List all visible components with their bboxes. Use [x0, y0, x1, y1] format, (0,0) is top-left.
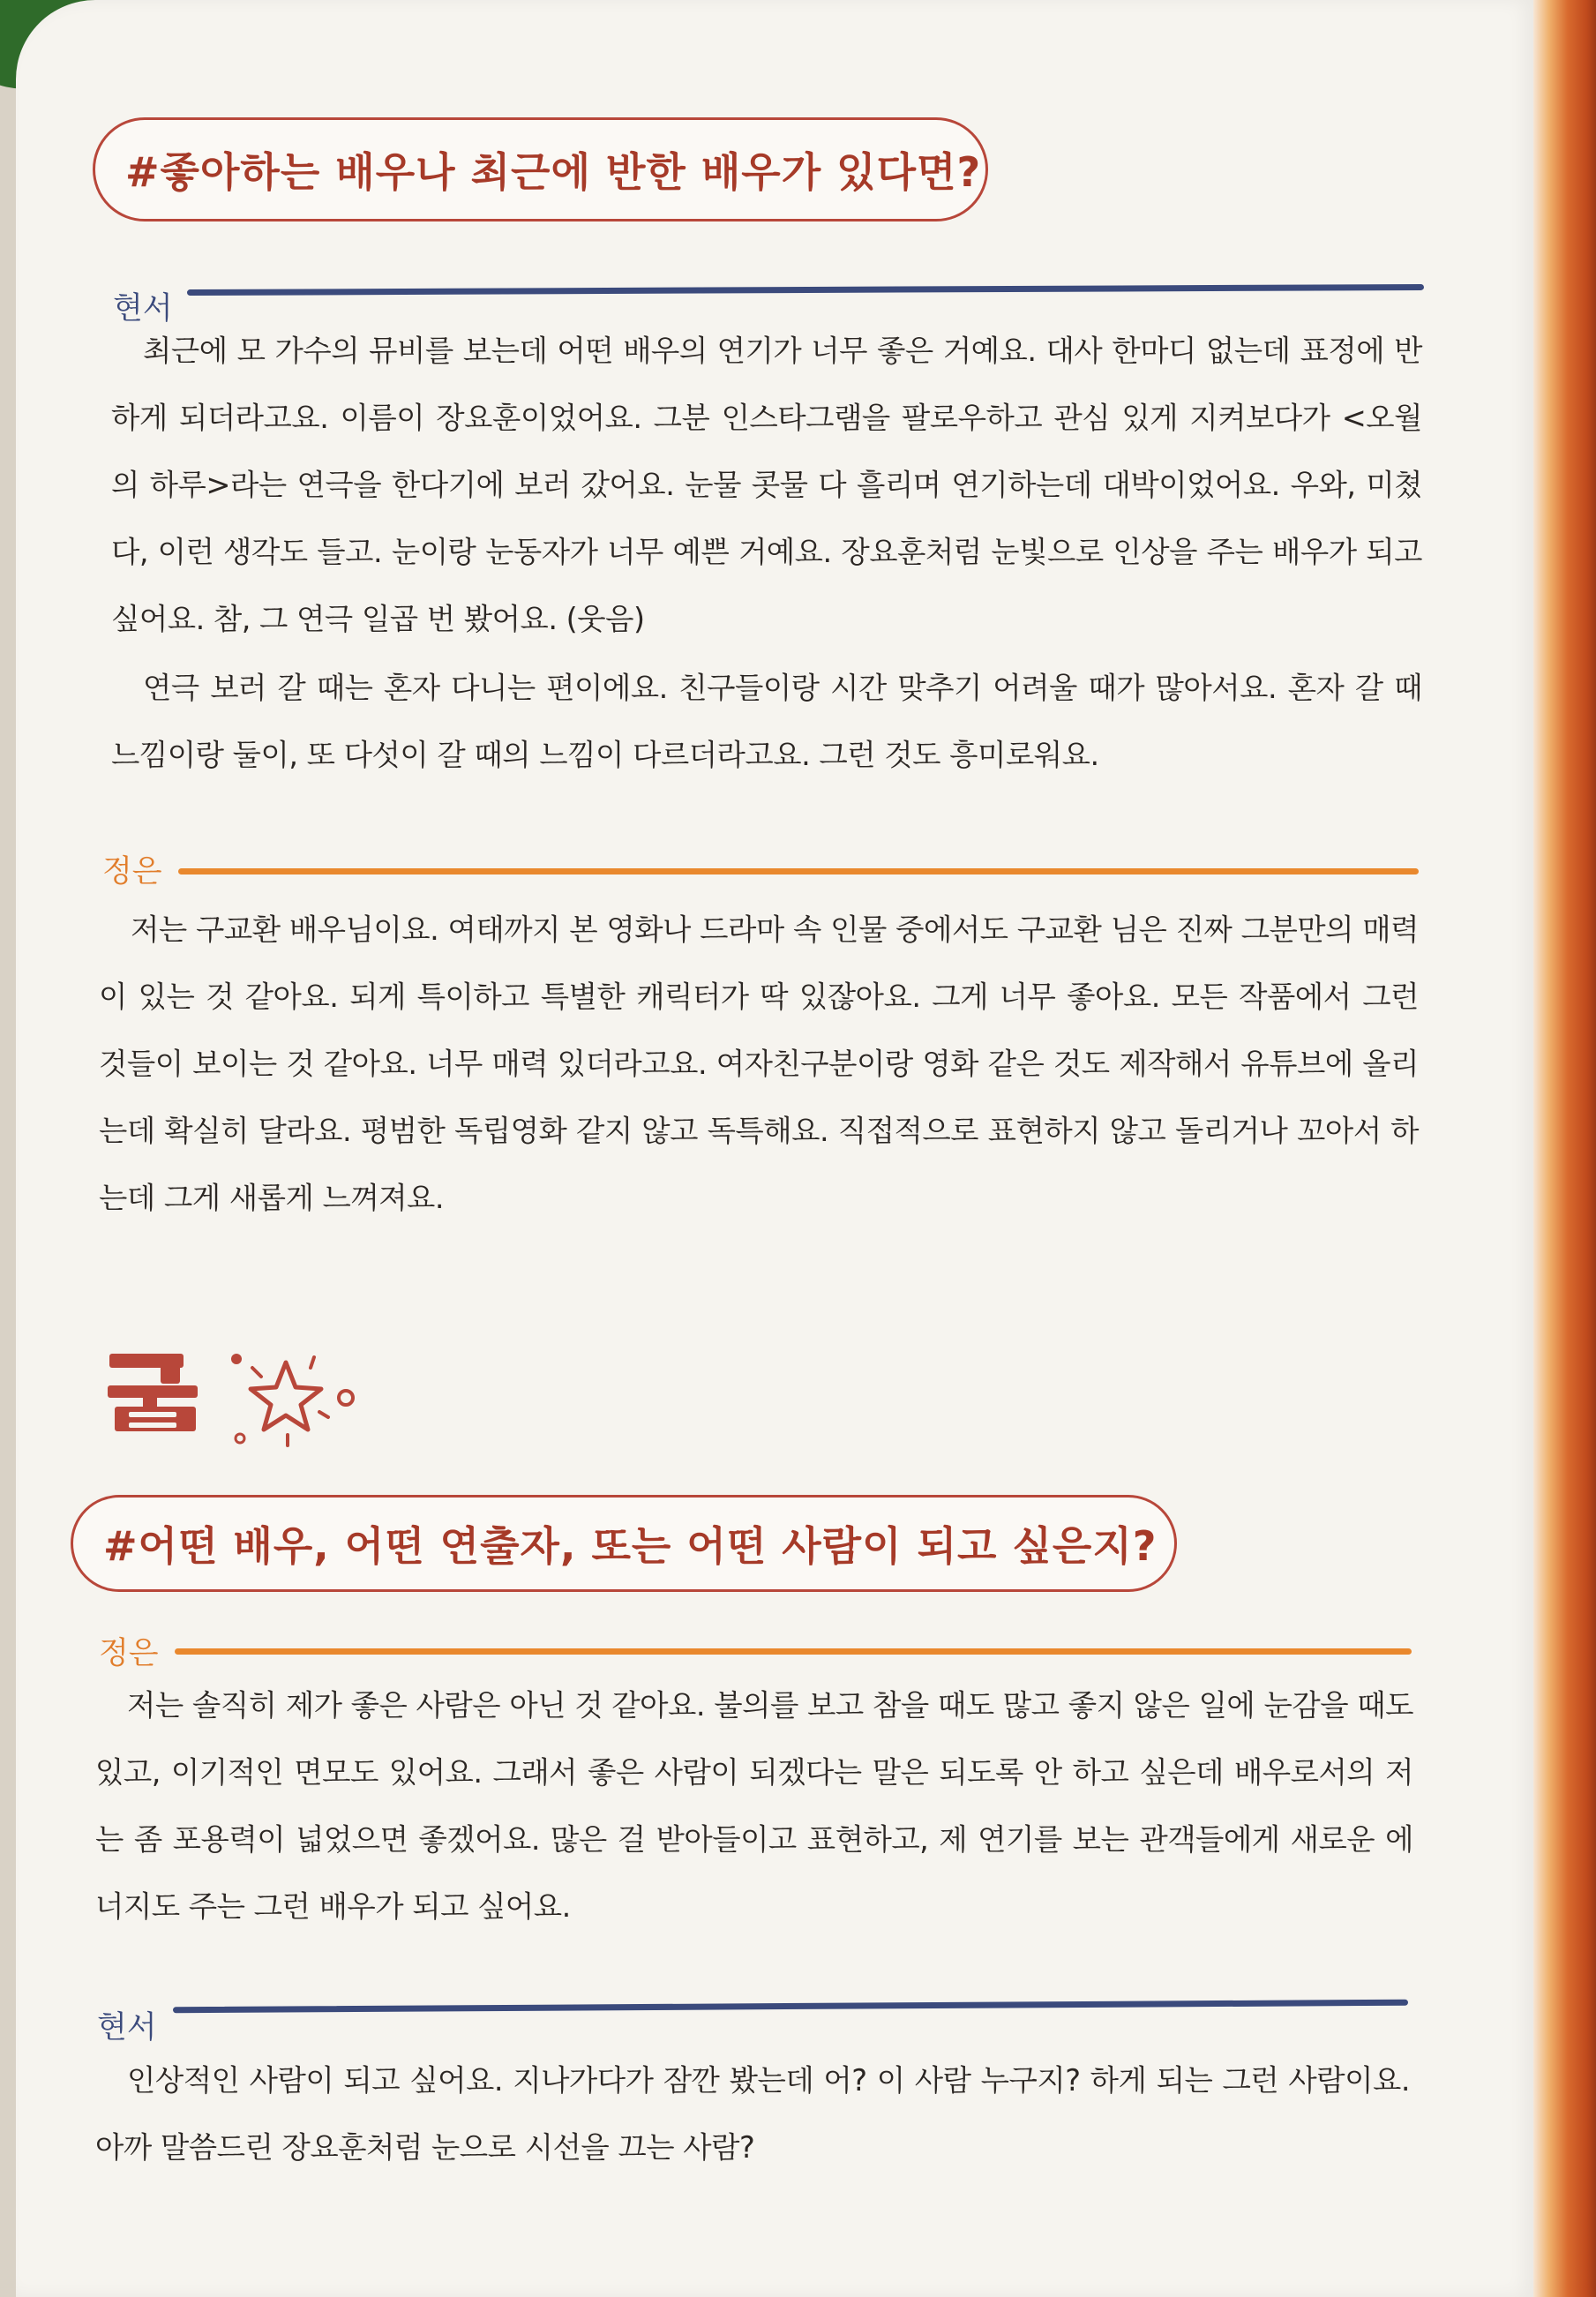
speaker-label-jeongeun: 정은: [102, 854, 162, 890]
page-edge-orange: [1533, 0, 1596, 2297]
speaker-divider-orange: [178, 868, 1419, 875]
dream-hangul-icon: [108, 1350, 205, 1435]
speaker-label-jeongeun: 정은: [99, 1636, 159, 1671]
answer-paragraph: 인상적인 사람이 되고 싶어요. 지나가다가 잠깐 봤는데 어? 이 사람 누구지? 하게 되는 그런 사람이요. 아까 말씀드린 장요훈처럼 눈으로 시선을 끄는 사람?: [95, 2063, 1410, 2165]
answer-paragraph: 최근에 모 가수의 뮤비를 보는데 어떤 배우의 연기가 너무 좋은 거예요. 대사 한마디 없는데 표정에 반하게 되더라고요. 이름이 장요훈이었어요. 그분 인스타그램을 팔로우하고 관심 있게 지켜보다가 <오월의 하루>라는 연극을 한다기에 보러 갔어요. 눈물 콧물 다 흘리며 연기하는데 대박이었어요. 우와, 미쳤다, 이런 생각도 들고. 눈이랑 눈동자가 너무 예쁜 거예요. 장요훈처럼 눈빛으로 인상을 주는 배우가 되고 싶어요. 참, 그 연극 일곱 번 봤어요. (웃음): [111, 334, 1422, 636]
speaker-label-hyeonseo: 현서: [113, 291, 173, 327]
question-banner-who-to-become: [71, 1495, 1177, 1592]
speaker-divider-orange: [175, 1648, 1412, 1655]
question-text: #어떤 배우, 어떤 연출자, 또는 어떤 사람이 되고 싶은지?: [103, 1522, 1158, 1570]
answer-paragraph: 연극 보러 갈 때는 혼자 다니는 편이에요. 친구들이랑 시간 맞추기 어려울 때가 많아서요. 혼자 갈 때 느낌이랑 둘이, 또 다섯이 갈 때의 느낌이 다르더라고요. 그런 것도 흥미로워요.: [111, 671, 1422, 772]
question-text: #좋아하는 배우나 최근에 반한 배우가 있다면?: [125, 148, 982, 196]
answer-paragraph: 저는 솔직히 제가 좋은 사람은 아닌 것 같아요. 불의를 보고 참을 때도 많고 좋지 않은 일에 눈감을 때도 있고, 이기적인 면모도 있어요. 그래서 좋은 사람이 되겠다는 말은 되도록 안 하고 싶은데 배우로서의 저는 좀 포용력이 넓었으면 좋겠어요. 많은 걸 받아들이고 표현하고, 제 연기를 보는 관객들에게 새로운 에너지도 주는 그런 배우가 되고 싶어요.: [95, 1688, 1413, 1924]
speaker-label-hyeonseo: 현서: [97, 2010, 157, 2046]
answer-paragraph: 저는 구교환 배우님이요. 여태까지 본 영화나 드라마 속 인물 중에서도 구교환 님은 진짜 그분만의 매력이 있는 것 같아요. 되게 특이하고 특별한 캐릭터가 딱 있잖아요. 그게 너무 좋아요. 모든 작품에서 그런 것들이 보이는 것 같아요. 너무 매력 있더라고요. 여자친구분이랑 영화 같은 것도 제작해서 유튜브에 올리는데 확실히 달라요. 평범한 독립영화 같지 않고 독특해요. 직접적으로 표현하지 않고 돌리거나 꼬아서 하는데 그게 새롭게 느껴져요.: [99, 912, 1420, 1215]
question-banner-favorite-actor: [93, 117, 988, 221]
sparkle-star-icon: [222, 1343, 363, 1449]
